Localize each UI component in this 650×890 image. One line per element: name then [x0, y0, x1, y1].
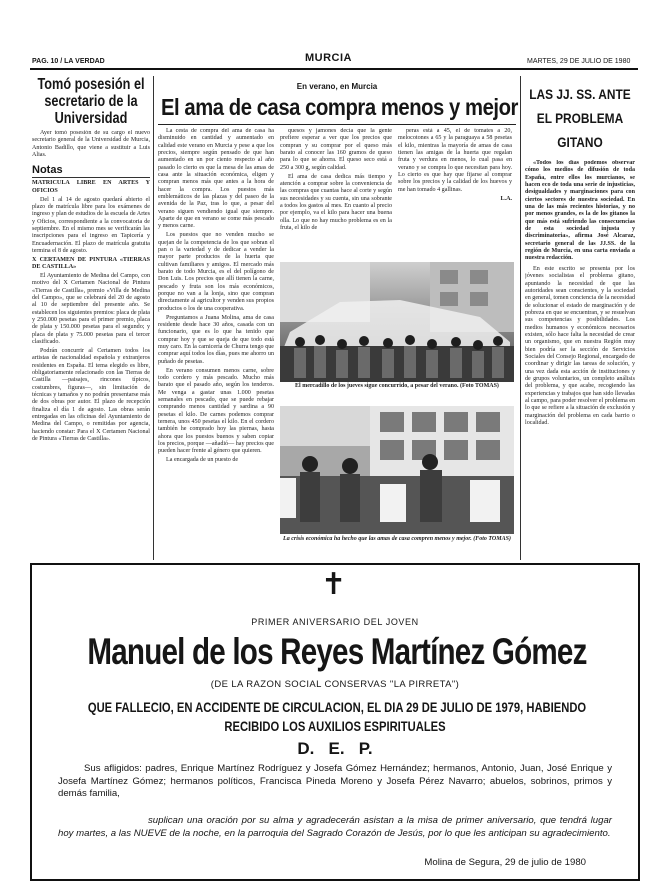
- shoppers-photo: [280, 406, 514, 534]
- header-rule: [30, 68, 638, 70]
- article-text-col2: [280, 128, 392, 258]
- right-paragraph: En este escrito se presenta por los jóvenes socialistas el problema gitano, apuntando la necesidad de que las autoridades sean conscientes, y la sociedad en general, tomen conciencia de la necesidad de solucionar el estado de marginación y de pobreza en que se encuentran, y se resuelvan sus competencias y posibilidades. Los medios humanos y económicos necesarios existen, sólo hace falta la necesidad de crear un organismo, que en nuestra Región muy bien podría ser la sección de Servicios Sociales del Consejo Regional, encargado de coordinar y dirigir las tareas de solución, y una vez dada esta acción de instituciones y de grupos voluntarios, un completo análisis del problema, y que acabe, recogiendo las experiencias y trabajos que han sido llevadas al campo, para poder resolver el problema en lo que se refiere a la situación de exclusión y marginación del problema en cada barrio o localidad.: [525, 265, 635, 427]
- article-paragraph: La encargada de un puesto de: [166, 457, 239, 464]
- article-paragraph: Los puestos que no venden mucho se quejan de la competencia de los que sobran el pan o la variedad y de dedicar a vender la mayor parte productos de la huerta que cultivan familiares y amigos. El mercado más barato de todo Murcia, es el del polígono de Don Luis. Los precios que allí tienen la carne, pescado y fruta son los más económicos, porque no van a la lonja, sino que compran directamente al agricultor y venden sus propios productos o los de una cooperativa.: [158, 232, 274, 312]
- place-date: Molina de Segura, 29 de julio de 1980: [424, 857, 586, 868]
- right-body: [525, 160, 635, 542]
- page-label: PAG. 10 / LA VERDAD: [32, 58, 105, 65]
- market-photo-caption: El mercadillo de los jueves sigue concurrido, a pesar del verano. (Foto TOMAS): [295, 383, 499, 389]
- section-title: MURCIA: [305, 52, 352, 64]
- article-paragraph: La cesta de compra del ama de casa ha disminuido en cantidad y aumentado en calidad este verano en Murcia y pese a que los precios, siempre según pensado de que han aumentado en un por ciento respecto al año pasado lo cierto es que la mesa de las amas de casa ante la situación económica, eligen y compran menos más que antes a la hora de hacer la compra. Los puestos más emblemáticos de las plazas y del paseo de la avenida de la Paz, tras lo que, a pesar del verano siguen vendiendo igual que siempre. Aparte de que en verano se come más pescado y menos carne.: [158, 128, 274, 230]
- article-paragraph: peras está a 45, el de tomates a 20, melocotones a 65 y la paraguaya a 58 pesetas el kilo, mientras la mayoría de amas de casa tienen las amigas de la huerta que regalan fruta y verdura en menos, lo cual pasa en verano y se compra lo que necesitan para hoy. Lo cierto es que hay que fijarse al comprar sobre los precios y la calidad de los huevos y me han tomado 4 gallinas.: [398, 128, 512, 193]
- rip-line: D. E. P.: [297, 739, 373, 758]
- article-text-col3: [398, 128, 512, 258]
- left-lead: Ayer tomó posesión de su cargo el nuevo secretario general de la Universidad de Murcia, Antonio Badillo, que viene a sustituir a Luis Alias.: [32, 130, 150, 159]
- right-paragraph: «Todos los días podemos observar cómo los medios de difusión de toda España, entre ellos los murcianos, se hacen eco de toda una serie de injusticias, desigualdades y marginaciones para con ciertos sectores de nuestra sociedad. En una de las más recientes historias, y no por menos grandes, es la de los gitanos la que más está sufriendo las consecuencias de esta sociedad injusta y discriminatoria», afirma José Alcaraz, secretario general de las JJ.SS. de la región de Murcia, en una carta enviada a nuestra redacción.: [525, 160, 635, 262]
- market-photo-image: [280, 262, 514, 382]
- family-text: Sus afligidos: padres, Enrique Martínez Rodríguez y Josefa Gómez Hernández; hermanos, Antonio, Juan, José Enrique y Josefa Martínez Gómez; hermanos políticos, Francisca Pineda Moreno y Josefa Pérez Navarro; abuelos, sobrinos, primos y demás familia,: [58, 763, 612, 800]
- notas-paragraph: Del 1 al 14 de agosto quedará abierto el plazo de matrícula libre para los exámenes de ingreso y plan de estudios de la escuela de Artes y Oficios, correspondiente a la convocatoria de septiembre. En el mismo mes se verificarán las inscripciones para el ingreso en Tapicería y Encuadernación. El plazo de matrícula gratuita termina el 8 de agosto.: [32, 196, 150, 254]
- article-text-col1: [158, 128, 274, 566]
- company-line: (DE LA RAZON SOCIAL CONSERVAS "LA PIRRETA"): [210, 679, 460, 690]
- obituary-box: [30, 563, 640, 881]
- shoppers-photo-image: [280, 406, 514, 534]
- article-paragraph: quesos y jamones decía que la gente prefiere esperar a ver que los precios que compran y su comprar por el queso más barato al conocer las 160 gramos de queso para lo que se ahorra. El queso seco está a 250 a 300 g, según calidad.: [280, 128, 392, 171]
- column-divider: [520, 76, 521, 560]
- anniversary-label: PRIMER ANIVERSARIO DEL JOVEN: [251, 617, 419, 627]
- market-photo: [280, 262, 514, 382]
- notas-paragraph: El Ayuntamiento de Medina del Campo, con motivo del X Certamen Nacional de Pintura «Tierras de Castilla», premio «Villa de Medina del Campo», que se celebrará del 20 de agosto al 10 de septiembre del presente año. Se establecen los siguientes premios: placa de plata y 250.000 pesetas para el primer premio, placa de plata y 150.000 pesetas para el segundo; y placa de plata y 75.000 pesetas para el tercer clasificado.: [32, 273, 150, 346]
- left-column: [32, 76, 150, 566]
- notas-body: [32, 180, 150, 575]
- article-paragraph: El ama de casa dedica más tiempo y atención a comprar sobre la conveniencia de las compras que cuantas hace al corte y según sus necesidades y su cuenta, sin una sobrante a todos los gastos al mes. En cuanto al precio por ejemplo, va el kilo para hacer una buena olla. Lo que no hay mucho problema es en la fruta, el kilo de: [280, 173, 392, 231]
- article-kicker: En verano, en Murcia: [296, 82, 378, 91]
- sacraments-line: RECIBIDO LOS AUXILIOS ESPIRITUALES: [224, 719, 446, 734]
- article-paragraph: Preguntamos a Juana Molina, ama de casa residente desde hace 30 años, casada con un funcionario, que es lo que ha tenido que comprar hoy y que se queja de que todo está muy caro. En la carnicería de Churra tengo que comprar aquí todos los días, pues me ahorro un puñado de pesetas.: [158, 314, 274, 365]
- article-signature: L.A.: [500, 195, 512, 202]
- cross-icon: ✝: [321, 567, 347, 602]
- left-headline: Tomó posesión el secretario de la Universidad: [37, 76, 145, 127]
- issue-date: MARTES, 29 DE JULIO DE 1980: [527, 58, 631, 65]
- right-column: [525, 82, 635, 562]
- notas-heading: X CERTAMEN DE PINTURA «TIERRAS DE CASTILLA»: [32, 256, 150, 271]
- notas-heading: MATRICULA LIBRE EN ARTES Y OFICIOS: [32, 180, 150, 194]
- deceased-name: Manuel de los Reyes Martínez Gómez: [87, 631, 587, 672]
- article-headline: El ama de casa compra menos y mejor: [161, 94, 518, 120]
- main-article: [158, 76, 516, 566]
- death-line: QUE FALLECIO, EN ACCIDENTE DE CIRCULACION, EL DIA 29 DE JULIO DE 1979, HABIENDO: [87, 700, 587, 715]
- headline-rule: [158, 124, 516, 125]
- notas-title: Notas: [32, 164, 150, 178]
- mass-request: suplican una oración por su alma y agradecerán asistan a la misa de primer aniversario, que tendrá lugar hoy martes, a las NUEVE de la noche, en la parroquia del Sagrado Corazón de Jesús, por lo que les anticipan su agradecimiento.: [58, 815, 612, 839]
- shoppers-photo-caption: La crisis económica ha hecho que las amas de casa compren menos y mejor. (Foto TOMAS): [283, 536, 511, 542]
- article-paragraph: En verano consumen menos carne, sobre todo cordero y más pescado. Mucho más barato que el pasado año, según los tenderos. Me venga a gastar unas 1.000 pesetas semanales en pescado, que se puede rebajar comprando menos cantidad y sardina a 90 pesetas el kilo. De carnes podemos comprar ternera, unos 450 pesetas el kilo. En el cordero también he comprado hoy las piernas, hasta ahora que los puestos buenos y saben copiar los precios, porque —añadió— hay precios que pueden hacer frente al género que quieren.: [158, 367, 274, 455]
- notas-paragraph: Podrán concurrir al Certamen todos los artistas de nacionalidad española y extranjeros residentes en España. El tema elegido es libre, obligatoriamente relacionado con las Tierras de Castilla —paisajes, rincones típicos, costumbres, figuras—, sin limitación de técnicas y tamaños y no podrán presentarse más de dos obras por autor. El plazo de recepción finaliza el día 1 de agosto. Las obras serán entregadas en las oficinas del Ayuntamiento de Medina del Campo, o remitidas por agencia, haciendo constar: Para el X Certamen Nacional de Pintura «Tierras de Castilla».: [32, 347, 150, 443]
- right-headline: LAS JJ. SS. ANTE EL PROBLEMA GITANO: [529, 86, 631, 150]
- column-divider: [153, 76, 154, 560]
